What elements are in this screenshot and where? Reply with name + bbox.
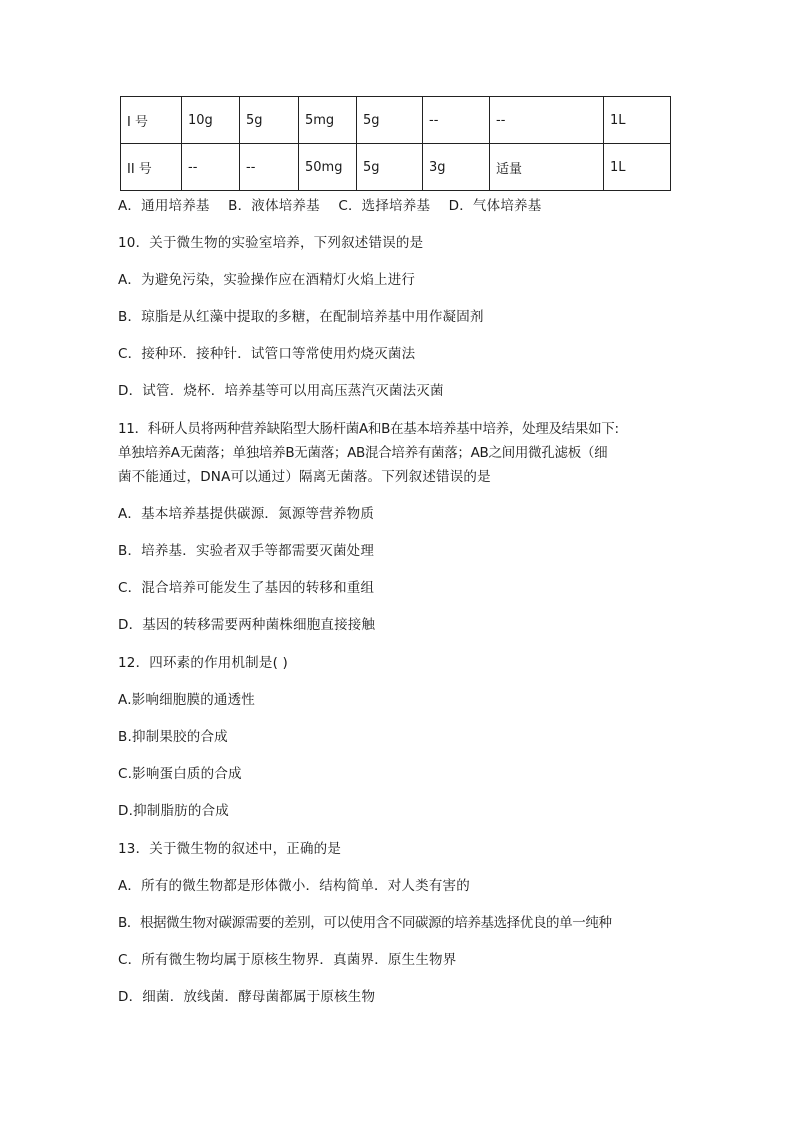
table-cell: 50mg bbox=[299, 144, 357, 191]
q12-option-a: A.影响细胞膜的通透性 bbox=[118, 692, 255, 708]
table-cell: -- bbox=[182, 144, 240, 191]
q12-option-d: D.抑制脂肪的合成 bbox=[118, 803, 229, 819]
q10-option-b: B．琼脂是从红藻中提取的多糖，在配制培养基中用作凝固剂 bbox=[118, 309, 484, 325]
q10-stem: 10．关于微生物的实验室培养，下列叙述错误的是 bbox=[118, 235, 424, 251]
q13-option-b: B．根据微生物对碳源需要的差别，可以使用含不同碳源的培养基选择优良的单一纯种 bbox=[118, 915, 612, 931]
q13-option-c: C．所有微生物均属于原核生物界．真菌界．原生生物界 bbox=[118, 952, 457, 968]
table-cell: I 号 bbox=[121, 97, 182, 144]
table-row bbox=[121, 97, 671, 144]
table-cell: 5g bbox=[357, 97, 423, 144]
q9-option-d: D．气体培养基 bbox=[448, 198, 542, 214]
table-cell: 1L bbox=[604, 97, 671, 144]
q11-stem-line3: 菌不能通过，DNA可以通过）隔离无菌落。下列叙述错误的是 bbox=[118, 469, 491, 485]
q13-option-a: A．所有的微生物都是形体微小．结构简单．对人类有害的 bbox=[118, 878, 470, 894]
q11-option-c: C．混合培养可能发生了基因的转移和重组 bbox=[118, 580, 375, 596]
q11-option-a: A．基本培养基提供碳源．氮源等营养物质 bbox=[118, 506, 375, 522]
table-cell: 适量 bbox=[490, 144, 604, 191]
q10-option-c: C．接种环．接种针．试管口等常使用灼烧灭菌法 bbox=[118, 346, 416, 362]
table-cell: 3g bbox=[423, 144, 490, 191]
q11-option-d: D．基因的转移需要两种菌株细胞直接接触 bbox=[118, 617, 376, 633]
q9-option-b: B．液体培养基 bbox=[228, 198, 320, 214]
q13-stem: 13．关于微生物的叙述中，正确的是 bbox=[118, 841, 342, 857]
q12-option-b: B.抑制果胶的合成 bbox=[118, 729, 228, 745]
q12-stem: 12．四环素的作用机制是( ) bbox=[118, 655, 289, 671]
q12-option-c: C.影响蛋白质的合成 bbox=[118, 766, 242, 782]
q11-stem-line2: 单独培养A无菌落；单独培养B无菌落；AB混合培养有菌落；AB之间用微孔滤板（细 bbox=[118, 445, 608, 461]
table-cell: 5g bbox=[240, 97, 299, 144]
table-cell: -- bbox=[423, 97, 490, 144]
table-cell: -- bbox=[240, 144, 299, 191]
q11-stem-line1: 11．科研人员将两种营养缺陷型大肠杆菌A和B在基本培养基中培养，处理及结果如下: bbox=[118, 421, 619, 437]
table-cell: 10g bbox=[182, 97, 240, 144]
table-row bbox=[121, 144, 671, 191]
q9-options bbox=[118, 197, 555, 215]
q10-option-d: D．试管．烧杯．培养基等可以用高压蒸汽灭菌法灭菌 bbox=[118, 383, 444, 399]
table-cell: 5mg bbox=[299, 97, 357, 144]
medium-composition-table bbox=[120, 96, 671, 191]
q11-option-b: B．培养基．实验者双手等都需要灭菌处理 bbox=[118, 543, 375, 559]
q10-option-a: A．为避免污染，实验操作应在酒精灯火焰上进行 bbox=[118, 272, 416, 288]
table-cell: -- bbox=[490, 97, 604, 144]
table-cell: II 号 bbox=[121, 144, 182, 191]
q9-option-c: C．选择培养基 bbox=[338, 198, 431, 214]
q13-option-d: D．细菌．放线菌．酵母菌都属于原核生物 bbox=[118, 989, 376, 1005]
table-cell: 5g bbox=[357, 144, 423, 191]
table-cell: 1L bbox=[604, 144, 671, 191]
q9-option-a: A．通用培养基 bbox=[118, 198, 210, 214]
